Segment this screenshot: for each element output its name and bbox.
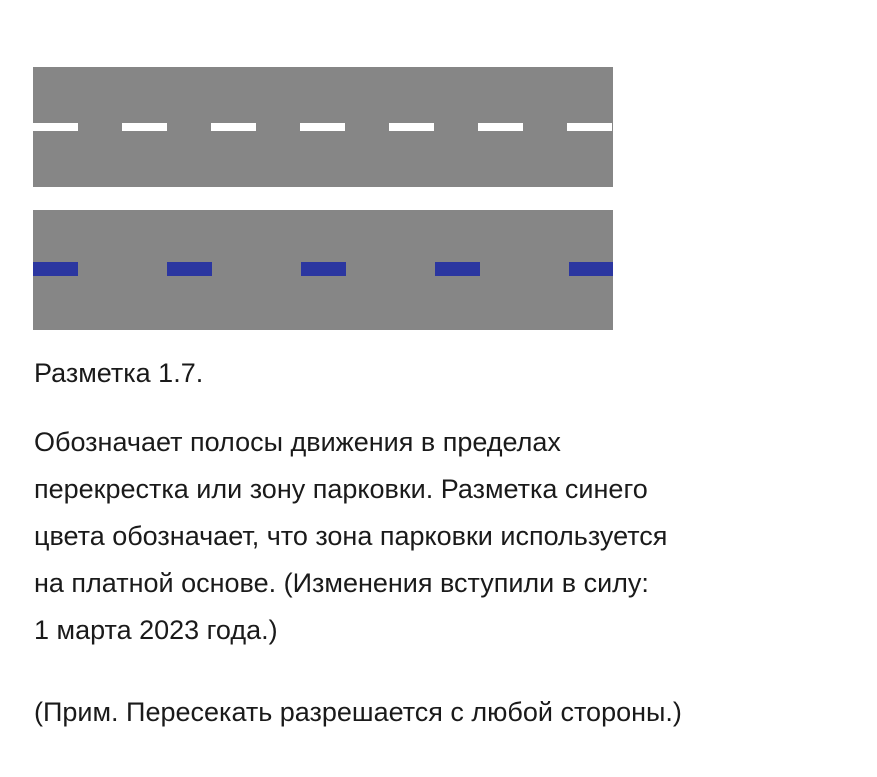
white-dash — [122, 123, 167, 131]
description-line: цвета обозначает, что зона парковки используется — [34, 521, 668, 551]
white-dash — [478, 123, 523, 131]
blue-dash — [301, 262, 346, 276]
road-blue-marking-illustration — [33, 210, 613, 330]
road-white-marking-illustration — [33, 67, 613, 187]
blue-dash — [569, 262, 613, 276]
blue-dash — [33, 262, 78, 276]
white-dash — [300, 123, 345, 131]
blue-dashed-line — [33, 210, 613, 330]
white-dash — [211, 123, 256, 131]
white-dash — [33, 123, 78, 131]
description-line: на платной основе. (Изменения вступили в силу: — [34, 568, 649, 598]
blue-dash — [167, 262, 212, 276]
white-dash — [567, 123, 612, 131]
marking-caption: Разметка 1.7. — [34, 358, 204, 388]
marking-description — [34, 419, 854, 654]
white-dashed-line — [33, 67, 613, 187]
marking-note: (Прим. Пересекать разрешается с любой стороны.) — [34, 697, 682, 727]
description-line: 1 марта 2023 года.) — [34, 615, 278, 645]
description-line: Обозначает полосы движения в пределах — [34, 427, 561, 457]
blue-dash — [435, 262, 480, 276]
white-dash — [389, 123, 434, 131]
description-line: перекрестка или зону парковки. Разметка синего — [34, 474, 648, 504]
